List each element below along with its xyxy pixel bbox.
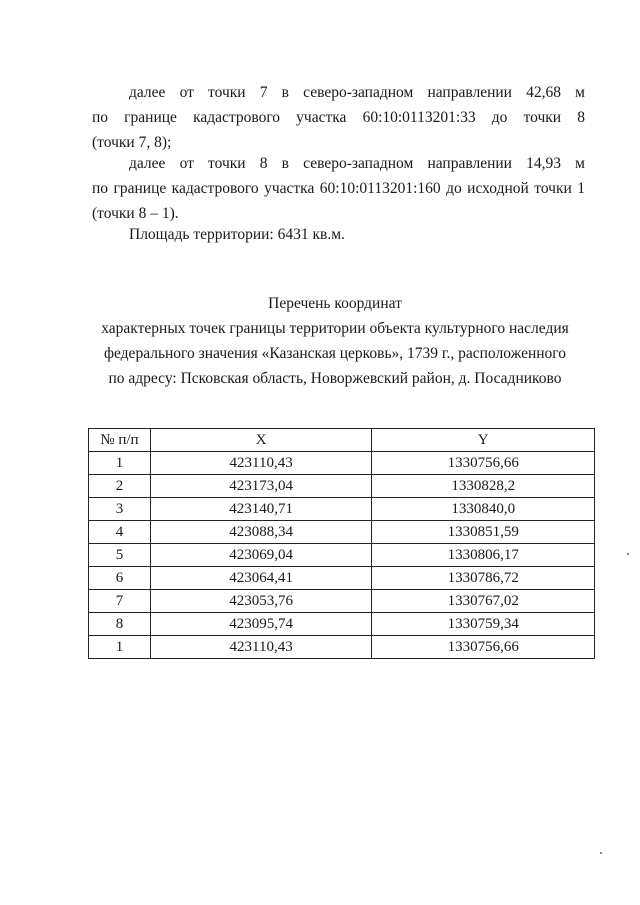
column-header-x: X — [150, 429, 372, 452]
heading-line: характерных точек границы территории объекта культурного наследия — [101, 320, 569, 337]
table-row — [89, 544, 595, 567]
cell-x: 423053,76 — [150, 590, 372, 613]
cell-x: 423064,41 — [150, 567, 372, 590]
column-header-y: Y — [372, 429, 595, 452]
cell-y: 1330828,2 — [372, 475, 595, 498]
cell-y: 1330759,34 — [372, 613, 595, 636]
paragraph-point-7 — [92, 80, 585, 155]
heading-line: федерального значения «Казанская церковь», 1739 г., расположенного — [103, 345, 567, 362]
cell-number: 2 — [89, 475, 151, 498]
table-row — [89, 498, 595, 521]
cell-x: 423088,34 — [150, 521, 372, 544]
cell-number: 5 — [89, 544, 151, 567]
cell-number: 1 — [89, 452, 151, 475]
cell-number: 3 — [89, 498, 151, 521]
paragraph-line: далее от точки 7 в северо-западном направлении 42,68 м — [129, 84, 585, 101]
cell-y: 1330767,02 — [372, 590, 595, 613]
table-header-row — [89, 429, 595, 452]
paragraph-line: по границе кадастрового участка 60:10:0113201:160 до исходной точки 1 — [92, 180, 585, 197]
paragraph-point-8 — [92, 151, 585, 226]
scan-speck — [627, 553, 629, 555]
paragraph-line: (точки 7, 8); — [92, 134, 172, 151]
cell-x: 423069,04 — [150, 544, 372, 567]
cell-number: 6 — [89, 567, 151, 590]
cell-x: 423110,43 — [150, 452, 372, 475]
scan-speck — [600, 852, 602, 854]
coordinates-table — [88, 428, 595, 659]
area-statement: Площадь территории: 6431 кв.м. — [129, 226, 345, 243]
cell-y: 1330786,72 — [372, 567, 595, 590]
cell-y: 1330806,17 — [372, 544, 595, 567]
cell-x: 423110,43 — [150, 636, 372, 659]
table-row — [89, 452, 595, 475]
cell-y: 1330756,66 — [372, 452, 595, 475]
paragraph-line: по границе кадастрового участка 60:10:0113201:33 до точки 8 — [92, 109, 585, 126]
coordinates-heading — [80, 291, 590, 391]
cell-x: 423140,71 — [150, 498, 372, 521]
cell-number: 4 — [89, 521, 151, 544]
cell-number: 8 — [89, 613, 151, 636]
heading-title: Перечень координат — [268, 295, 402, 312]
column-header-number: № п/п — [89, 429, 151, 452]
table-row — [89, 613, 595, 636]
table-row — [89, 521, 595, 544]
paragraph-line: (точки 8 – 1). — [92, 205, 179, 222]
cell-y: 1330840,0 — [372, 498, 595, 521]
heading-line: по адресу: Псковская область, Новоржевский район, д. Посадниково — [108, 370, 562, 387]
cell-y: 1330851,59 — [372, 521, 595, 544]
table-row — [89, 475, 595, 498]
cell-y: 1330756,66 — [372, 636, 595, 659]
cell-x: 423173,04 — [150, 475, 372, 498]
cell-number: 1 — [89, 636, 151, 659]
paragraph-line: далее от точки 8 в северо-западном направлении 14,93 м — [129, 155, 585, 172]
table-row — [89, 590, 595, 613]
table-row — [89, 567, 595, 590]
cell-number: 7 — [89, 590, 151, 613]
cell-x: 423095,74 — [150, 613, 372, 636]
table-row — [89, 636, 595, 659]
